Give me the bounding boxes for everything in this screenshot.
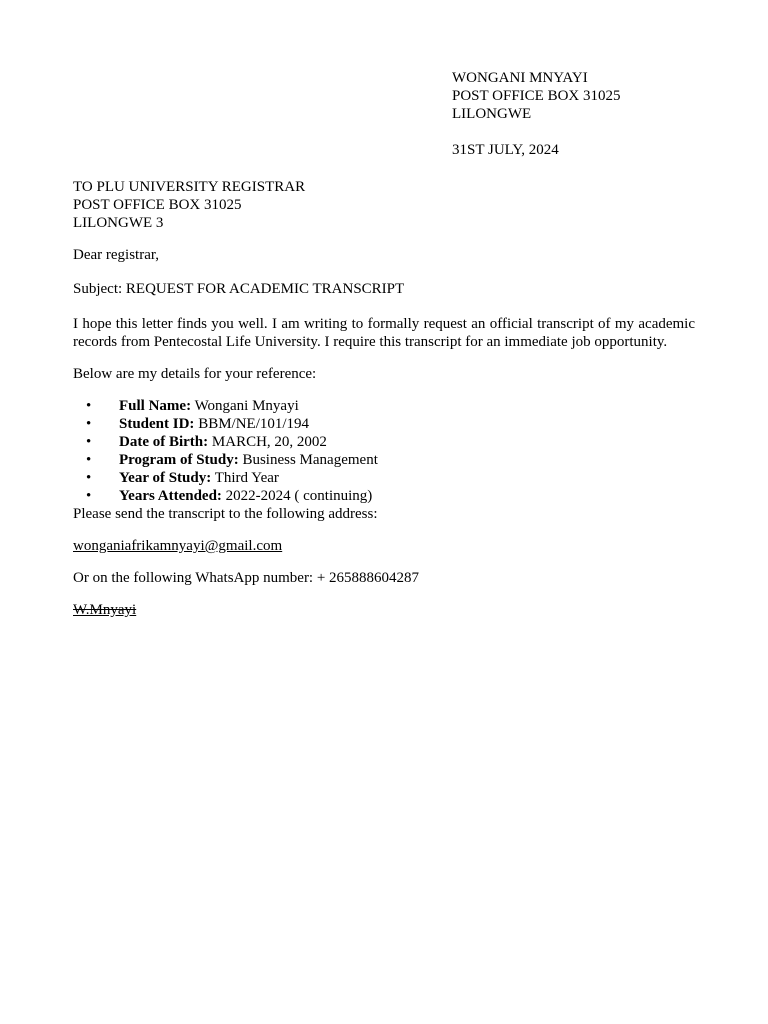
sender-city: LILONGWE [452, 106, 532, 122]
detail-value: Wongani Mnyayi [194, 398, 299, 414]
list-item [73, 487, 695, 505]
list-item [73, 397, 695, 415]
subject-line [73, 280, 695, 298]
detail-label: Year of Study: [119, 470, 212, 486]
recipient-line-2: POST OFFICE BOX 31025 [73, 197, 242, 213]
recipient-block [73, 178, 695, 232]
detail-label: Full Name: [119, 398, 192, 414]
bullet-icon: • [86, 488, 92, 504]
sender-address: POST OFFICE BOX 31025 [452, 88, 621, 104]
bullet-icon: • [86, 416, 92, 432]
recipient-line-1: TO PLU UNIVERSITY REGISTRAR [73, 179, 306, 195]
details-lead: Below are my details for your reference: [73, 366, 317, 382]
detail-label: Program of Study: [119, 452, 239, 468]
bullet-icon: • [86, 398, 92, 414]
detail-value: Business Management [242, 452, 378, 468]
bullet-icon: • [86, 470, 92, 486]
sender-block [452, 69, 621, 159]
detail-value: 2022-2024 ( continuing) [225, 488, 373, 504]
intro-paragraph: I hope this letter finds you well. I am writing to formally request an official transcript of my academic records from Pentecostal Life University. I require this transcript for an immediate job opportunity. [73, 316, 695, 350]
subject-text: REQUEST FOR ACADEMIC TRANSCRIPT [125, 281, 405, 297]
bullet-icon: • [86, 452, 92, 468]
send-instruction: Please send the transcript to the following address: [73, 506, 378, 522]
list-item [73, 415, 695, 433]
sender-name: WONGANI MNYAYI [452, 70, 588, 86]
signature: W.Mnyayi [73, 602, 137, 618]
detail-label: Years Attended: [119, 488, 222, 504]
recipient-line-3: LILONGWE 3 [73, 215, 164, 231]
detail-value: BBM/NE/101/194 [198, 416, 310, 432]
letter-body [73, 178, 695, 619]
subject-label: Subject: [73, 281, 123, 297]
list-item [73, 433, 695, 451]
detail-value: Third Year [214, 470, 279, 486]
detail-label: Date of Birth: [119, 434, 209, 450]
detail-value: MARCH, 20, 2002 [211, 434, 327, 450]
email-address: wonganiafrikamnyayi@gmail.com [73, 538, 283, 554]
bullet-icon: • [86, 434, 92, 450]
detail-label: Student ID: [119, 416, 195, 432]
letter-date: 31ST JULY, 2024 [452, 142, 559, 158]
salutation: Dear registrar, [73, 247, 160, 263]
whatsapp-line: Or on the following WhatsApp number: + 265888604287 [73, 570, 420, 586]
details-list [73, 397, 695, 505]
list-item [73, 451, 695, 469]
list-item [73, 469, 695, 487]
